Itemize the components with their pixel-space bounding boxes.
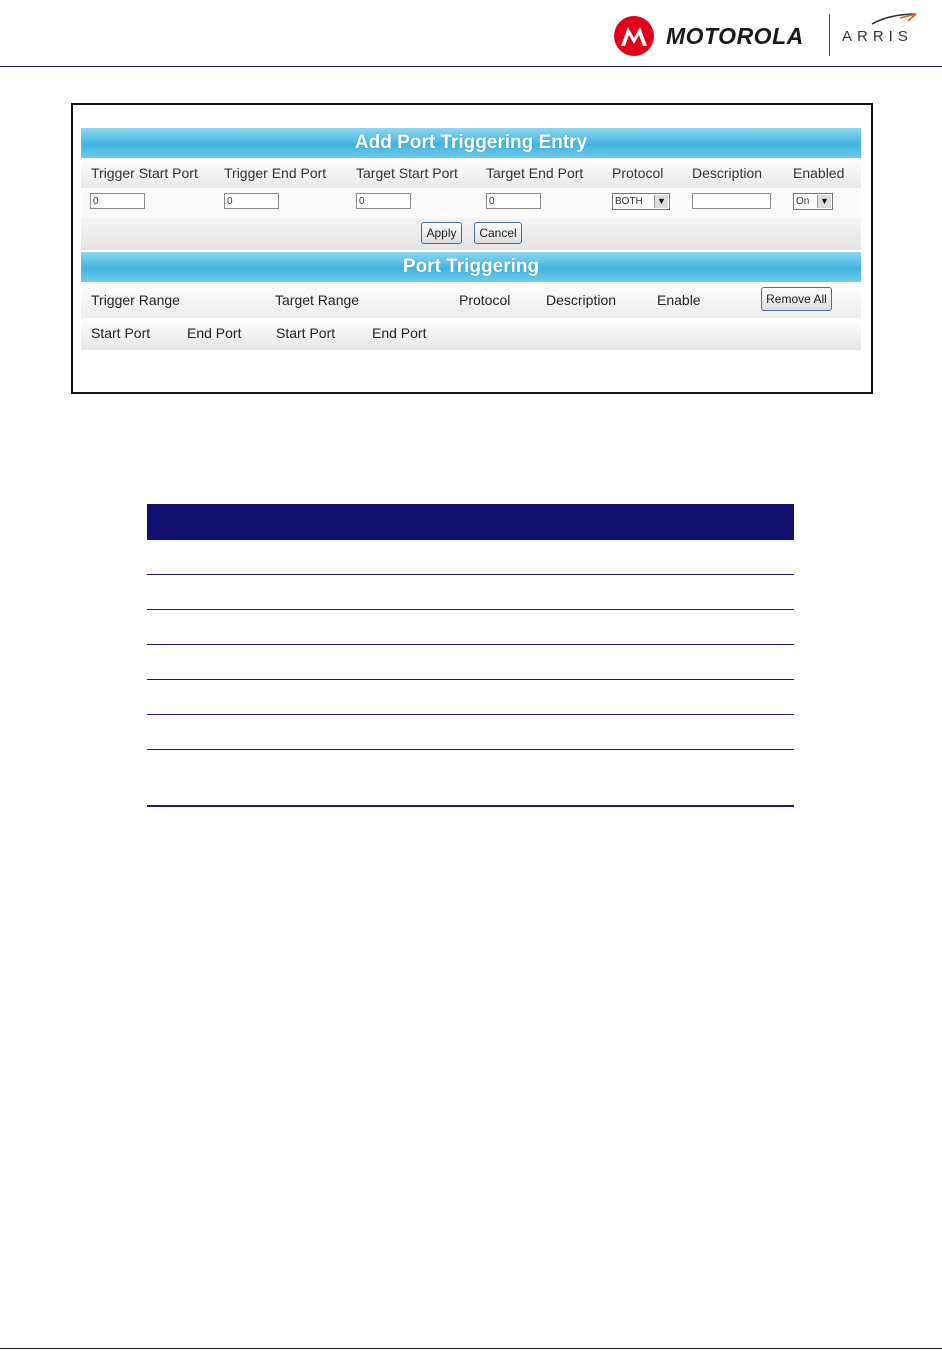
label-trigger-end-port: Trigger End Port xyxy=(224,165,327,181)
table-row xyxy=(147,540,794,575)
port-triggering-subheader xyxy=(81,318,861,350)
label-description: Description xyxy=(692,165,763,181)
add-entry-title: Add Port Triggering Entry xyxy=(81,128,861,158)
target-start-port-input[interactable]: 0 xyxy=(356,193,411,209)
table-row xyxy=(147,645,794,680)
header-rule xyxy=(0,66,942,67)
arris-wordmark: ARRIS xyxy=(842,28,913,45)
table-row xyxy=(147,715,794,750)
header-trigger-range: Trigger Range xyxy=(91,292,180,308)
trigger-end-port-input[interactable]: 0 xyxy=(224,193,279,209)
add-port-triggering-panel xyxy=(81,128,861,341)
table-row xyxy=(147,610,794,645)
chevron-down-icon: ▼ xyxy=(654,195,668,208)
arris-swoosh-icon xyxy=(870,12,920,26)
enabled-select[interactable] xyxy=(793,193,833,210)
header-enable: Enable xyxy=(657,292,701,308)
header-target-range: Target Range xyxy=(275,292,360,308)
table-row xyxy=(147,680,794,715)
remove-all-button[interactable]: Remove All xyxy=(761,287,832,311)
motorola-wordmark: MOTOROLA xyxy=(666,23,804,49)
protocol-select[interactable] xyxy=(612,193,670,210)
reference-table xyxy=(147,504,794,807)
table-row xyxy=(147,750,794,807)
header-description: Description xyxy=(546,292,617,308)
label-trigger-start-port: Trigger Start Port xyxy=(91,165,198,181)
subheader-trigger-end-port: End Port xyxy=(187,325,242,341)
header-logos xyxy=(614,14,924,58)
label-protocol: Protocol xyxy=(612,165,664,181)
apply-button[interactable]: Apply xyxy=(421,222,462,244)
logo-divider xyxy=(829,14,830,56)
target-end-port-input[interactable]: 0 xyxy=(486,193,541,209)
add-entry-inputs xyxy=(81,188,861,218)
port-triggering-screenshot xyxy=(71,103,873,394)
label-target-end-port: Target End Port xyxy=(486,165,584,181)
subheader-target-end-port: End Port xyxy=(372,325,427,341)
trigger-start-port-input[interactable]: 0 xyxy=(90,193,145,209)
label-enabled: Enabled xyxy=(793,165,845,181)
table-row xyxy=(147,575,794,610)
label-target-start-port: Target Start Port xyxy=(356,165,458,181)
cancel-button[interactable]: Cancel xyxy=(474,222,522,244)
port-triggering-title: Port Triggering xyxy=(81,252,861,282)
protocol-value: BOTH xyxy=(615,196,643,207)
port-triggering-banner xyxy=(81,252,861,282)
add-entry-actions xyxy=(81,218,861,250)
add-entry-column-labels xyxy=(81,158,861,188)
table-header xyxy=(147,504,794,540)
chevron-down-icon: ▼ xyxy=(817,195,831,208)
subheader-trigger-start-port: Start Port xyxy=(91,325,151,341)
footer-rule xyxy=(0,1348,942,1349)
header-protocol: Protocol xyxy=(459,292,511,308)
subheader-target-start-port: Start Port xyxy=(276,325,336,341)
enabled-value: On xyxy=(796,196,810,207)
port-triggering-header xyxy=(81,282,861,318)
motorola-batwing-icon xyxy=(614,16,654,56)
description-input[interactable] xyxy=(692,193,771,209)
